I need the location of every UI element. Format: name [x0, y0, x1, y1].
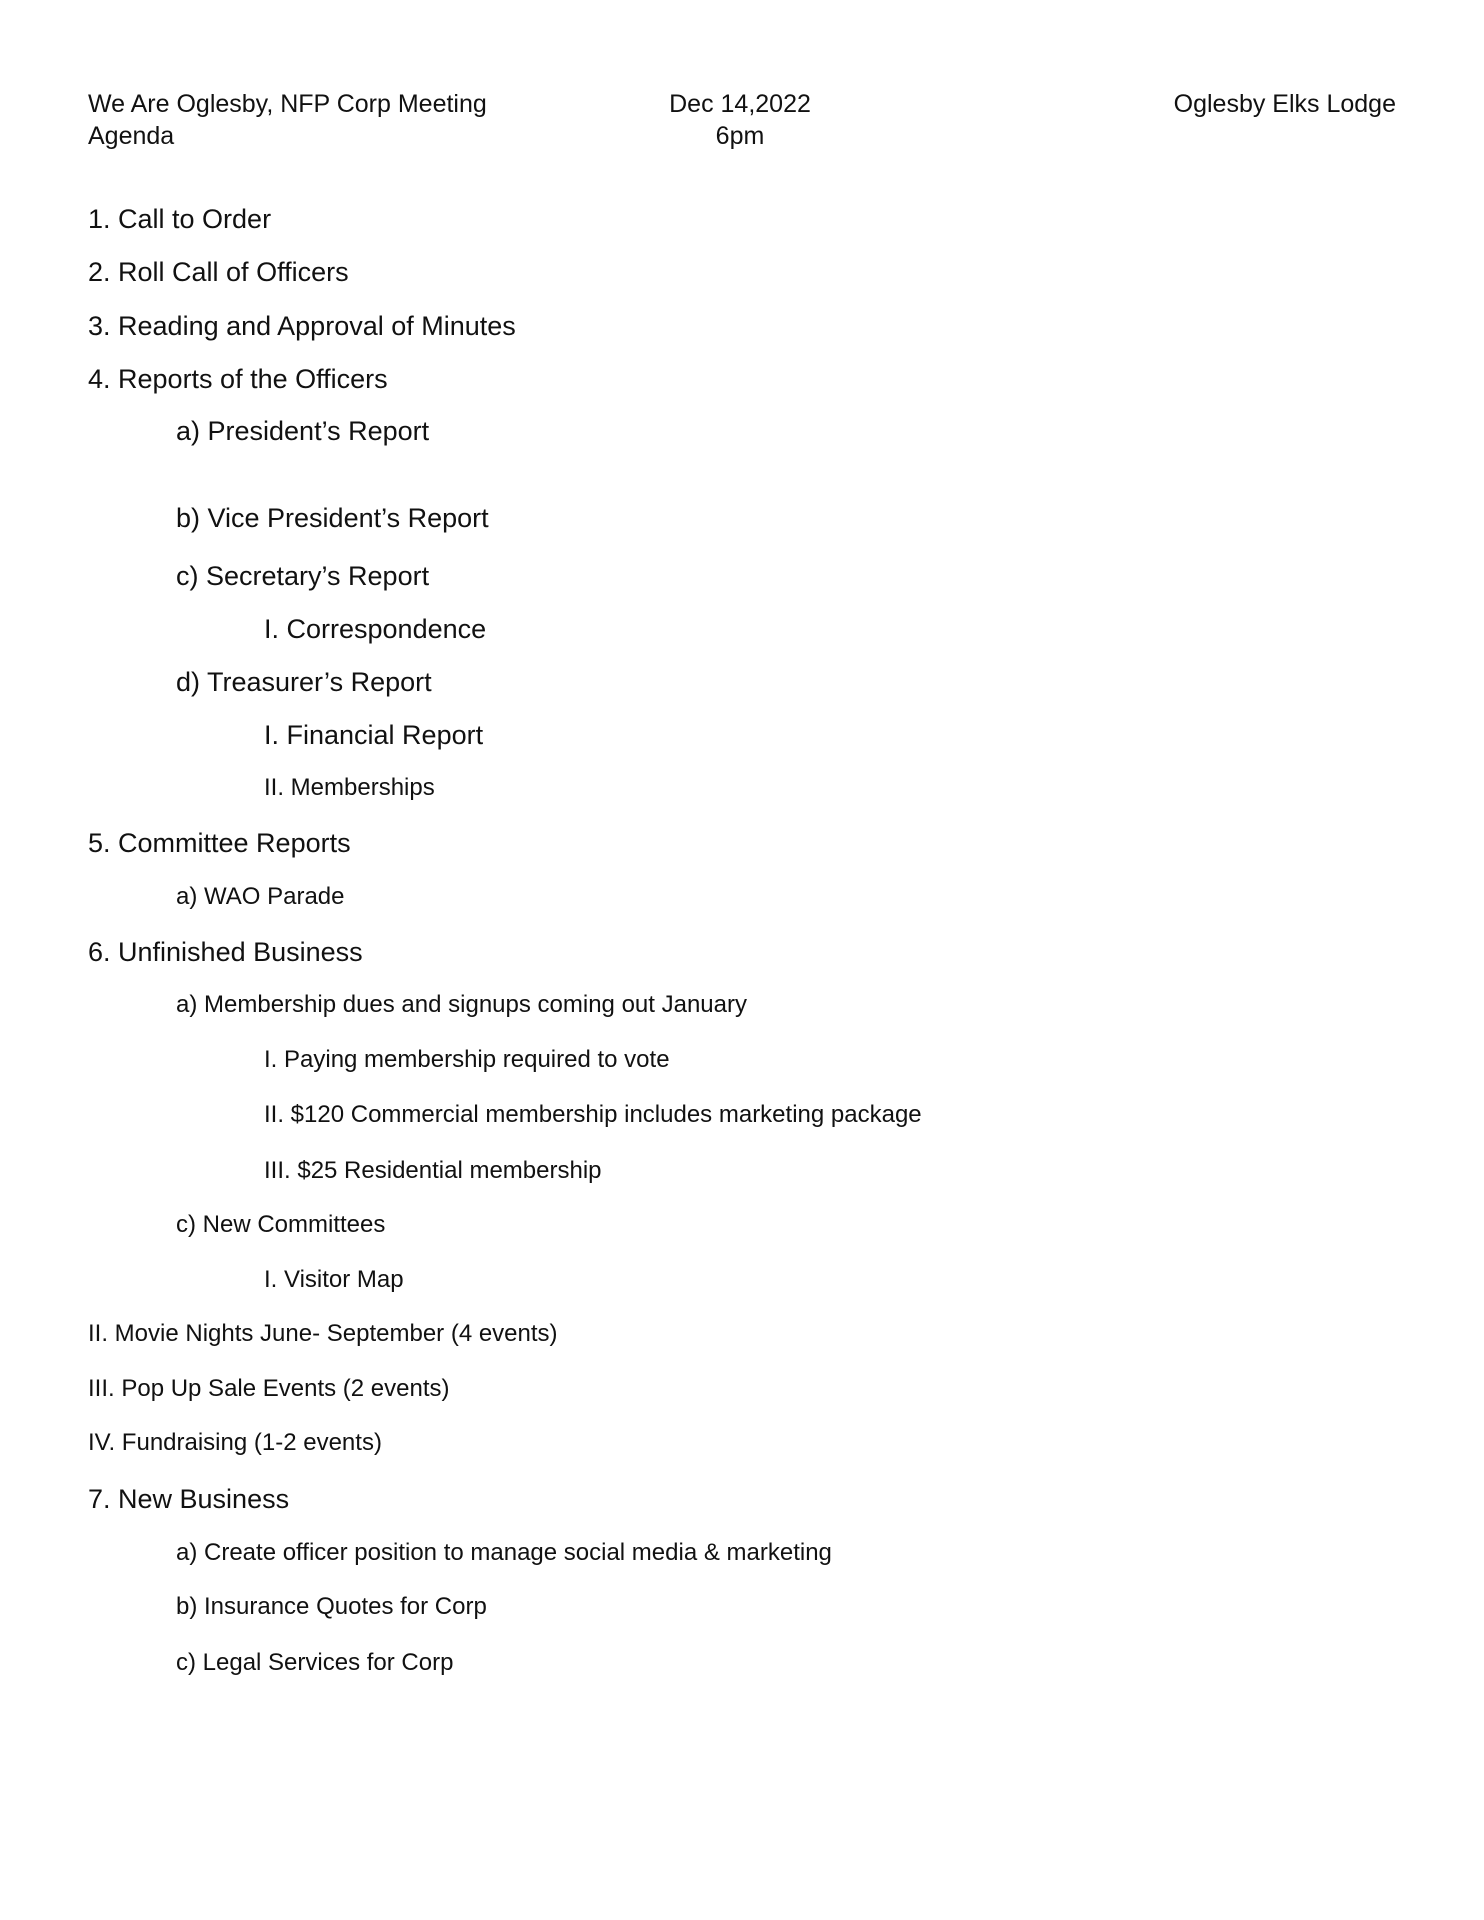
agenda-subitem-wao-parade: a) WAO Parade [176, 883, 345, 910]
header-title-line1: We Are Oglesby, NFP Corp Meeting [88, 90, 487, 118]
agenda-subitem-pop-up-sale: III. Pop Up Sale Events (2 events) [88, 1375, 450, 1402]
header-time: 6pm [715, 122, 765, 150]
agenda-subitem-social-media-officer: a) Create officer position to manage social media & marketing [176, 1539, 832, 1566]
agenda-item-new-business: 7. New Business [88, 1484, 290, 1514]
agenda-subitem-legal-services: c) Legal Services for Corp [176, 1649, 454, 1676]
agenda-subitem-residential-membership: III. $25 Residential membership [264, 1157, 602, 1184]
agenda-subitem-new-committees: c) New Committees [176, 1211, 386, 1238]
agenda-subitem-memberships: II. Memberships [264, 774, 435, 801]
header-location: Oglesby Elks Lodge [1173, 90, 1396, 118]
agenda-item-committee-reports: 5. Committee Reports [88, 828, 351, 858]
header-date: Dec 14,2022 [669, 90, 811, 118]
agenda-subitem-membership-dues: a) Membership dues and signups coming out January [176, 991, 747, 1018]
agenda-subitem-financial-report: I. Financial Report [264, 720, 484, 750]
agenda-subitem-paying-membership: I. Paying membership required to vote [264, 1046, 670, 1073]
agenda-item-officer-reports: 4. Reports of the Officers [88, 364, 388, 394]
agenda-subitem-secretary-report: c) Secretary’s Report [176, 561, 430, 591]
agenda-subitem-commercial-membership: II. $120 Commercial membership includes marketing package [264, 1101, 922, 1128]
agenda-subitem-president-report: a) President’s Report [176, 416, 430, 446]
agenda-subitem-treasurer-report: d) Treasurer’s Report [176, 667, 432, 697]
agenda-subitem-insurance-quotes: b) Insurance Quotes for Corp [176, 1593, 487, 1620]
agenda-item-roll-call: 2. Roll Call of Officers [88, 257, 349, 287]
agenda-subitem-correspondence: I. Correspondence [264, 614, 487, 644]
agenda-subitem-movie-nights: II. Movie Nights June- September (4 events) [88, 1320, 558, 1347]
agenda-item-unfinished-business: 6. Unfinished Business [88, 937, 363, 967]
agenda-subitem-vice-president-report: b) Vice President’s Report [176, 503, 489, 533]
header-title-line2: Agenda [88, 122, 175, 150]
agenda-subitem-visitor-map: I. Visitor Map [264, 1266, 404, 1293]
agenda-item-call-to-order: 1. Call to Order [88, 204, 272, 234]
agenda-item-minutes: 3. Reading and Approval of Minutes [88, 311, 516, 341]
agenda-subitem-fundraising: IV. Fundraising (1-2 events) [88, 1429, 382, 1456]
